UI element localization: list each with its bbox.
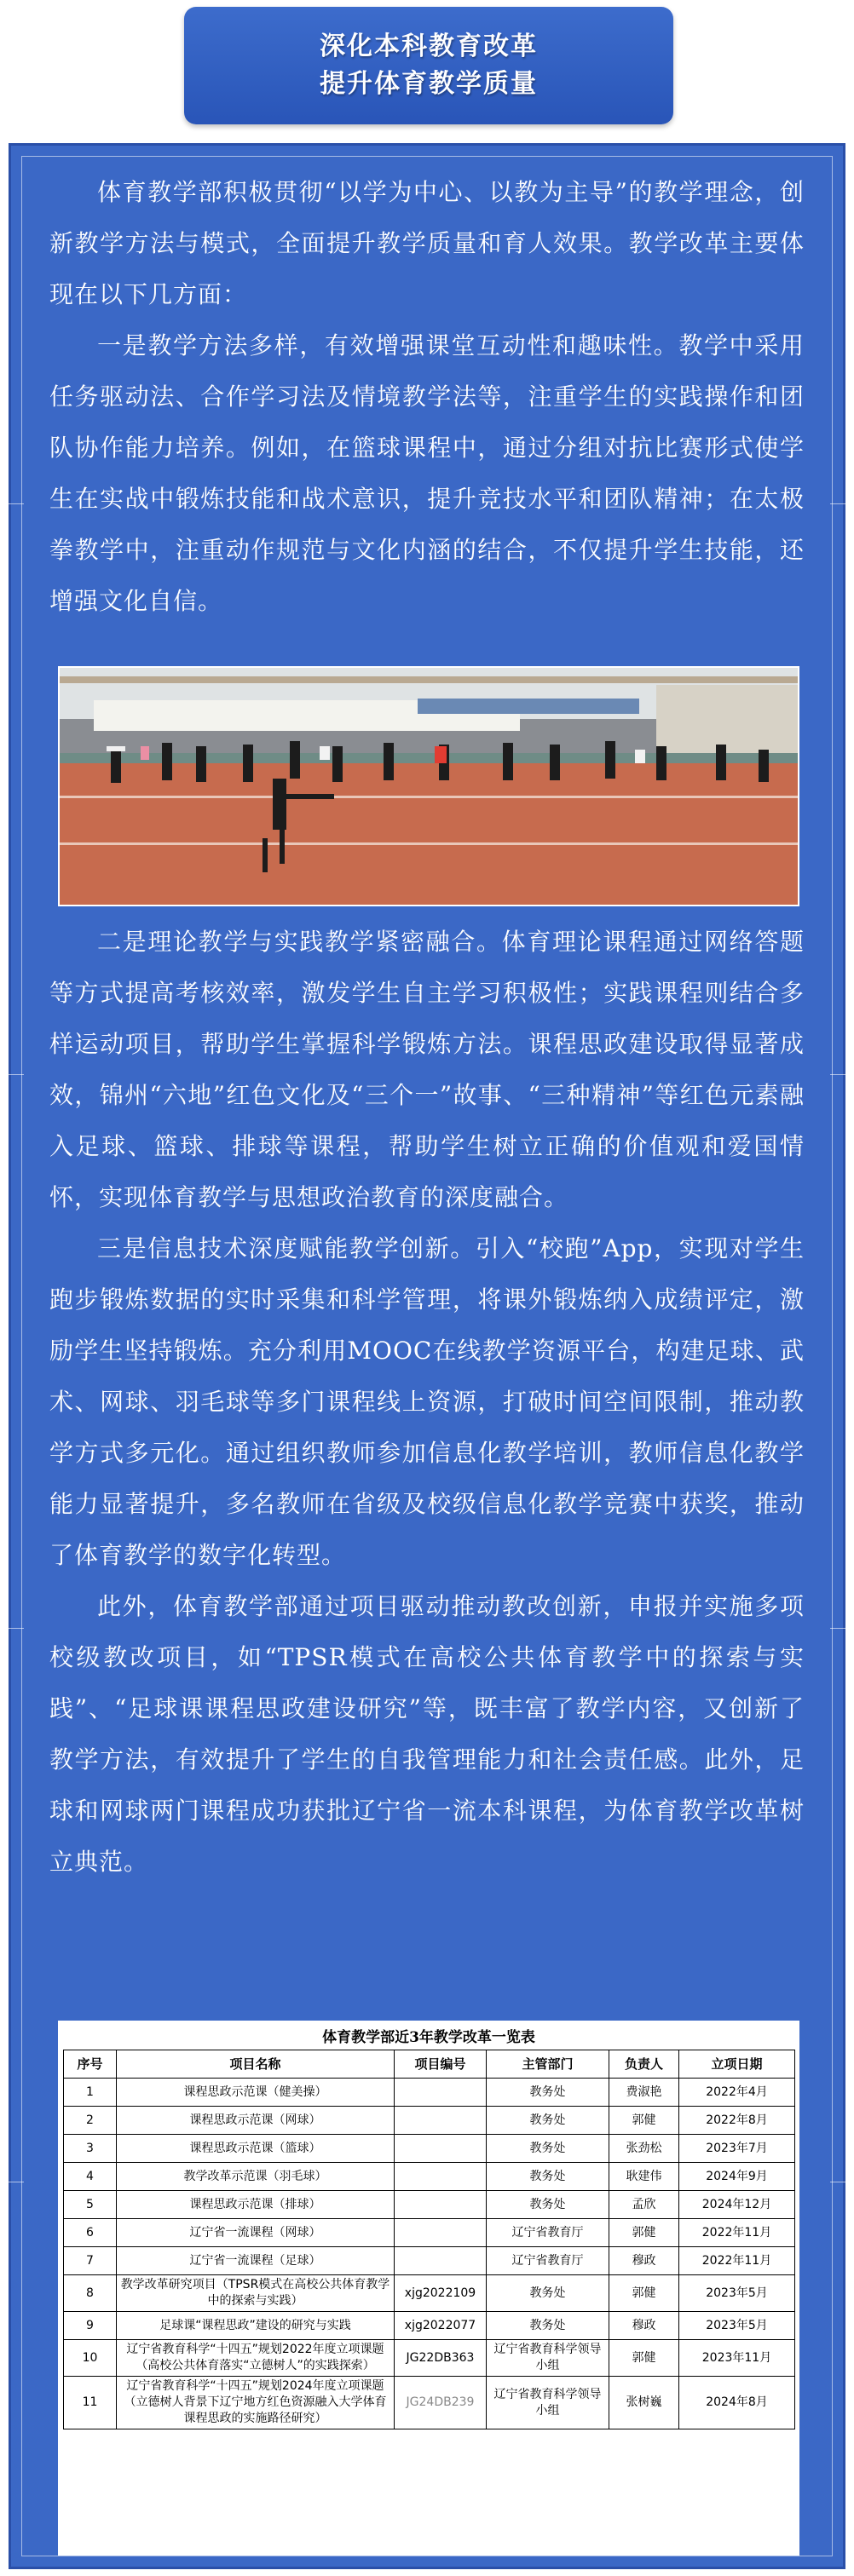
table-header-row [64, 2050, 795, 2079]
cell-project-name: 课程思政示范课（健美操） [117, 2079, 395, 2107]
edge-tick [830, 1074, 845, 1075]
header-project-name: 项目名称 [117, 2050, 395, 2079]
cell-project-code [395, 2247, 487, 2275]
cell-index: 11 [64, 2377, 117, 2429]
header-department: 主管部门 [487, 2050, 609, 2079]
edge-tick [830, 1628, 845, 1629]
title-banner [184, 7, 673, 124]
edge-tick [830, 503, 845, 504]
cell-project-code [395, 2107, 487, 2135]
cell-department: 辽宁省教育科学领导小组 [487, 2377, 609, 2429]
cell-index: 3 [64, 2135, 117, 2163]
cell-project-code [395, 2219, 487, 2247]
cell-project-code [395, 2135, 487, 2163]
cell-project-name: 课程思政示范课（排球） [117, 2191, 395, 2219]
cell-project-code [395, 2079, 487, 2107]
cell-date: 2023年5月 [679, 2312, 795, 2340]
cell-index: 10 [64, 2340, 117, 2377]
cell-date: 2022年8月 [679, 2107, 795, 2135]
cell-project-code: JG22DB363 [395, 2340, 487, 2377]
cell-lead: 费淑艳 [609, 2079, 679, 2107]
cell-project-code: JG24DB239 [395, 2377, 487, 2429]
table-row [64, 2163, 795, 2191]
cell-project-name: 教学改革示范课（羽毛球） [117, 2163, 395, 2191]
cell-lead: 穆政 [609, 2247, 679, 2275]
cell-index: 6 [64, 2219, 117, 2247]
cell-project-name: 教学改革研究项目（TPSR模式在高校公共体育教学中的探索与实践） [117, 2275, 395, 2312]
cell-project-name: 辽宁省一流课程（足球） [117, 2247, 395, 2275]
cell-project-code [395, 2163, 487, 2191]
taichi-class-photo [58, 666, 799, 906]
cell-department: 教务处 [487, 2191, 609, 2219]
cell-lead: 孟欣 [609, 2191, 679, 2219]
reform-table-container [58, 2021, 799, 2556]
header-lead: 负责人 [609, 2050, 679, 2079]
cell-lead: 郭健 [609, 2107, 679, 2135]
header-index: 序号 [64, 2050, 117, 2079]
cell-department: 教务处 [487, 2135, 609, 2163]
paragraph-intro: 体育教学部积极贯彻“以学为中心、以教为主导”的教学理念，创新教学方法与模式，全面提升教学质量和育人效果。教学改革主要体现在以下几方面： [49, 178, 805, 308]
cell-index: 8 [64, 2275, 117, 2312]
title-line-2: 提升体育教学质量 [320, 69, 538, 99]
cell-date: 2024年12月 [679, 2191, 795, 2219]
cell-lead: 郭健 [609, 2340, 679, 2377]
table-caption: 体育教学部近3年教学改革一览表 [322, 2029, 535, 2046]
cell-project-name: 辽宁省教育科学“十四五”规划2022年度立项课题（高校公共体育落实“立德树人”的实践探索） [117, 2340, 395, 2377]
cell-index: 2 [64, 2107, 117, 2135]
table-row [64, 2107, 795, 2135]
paragraph-methods: 一是教学方法多样，有效增强课堂互动性和趣味性。教学中采用任务驱动法、合作学习法及情境教学法等，注重学生的实践操作和团队协作能力培养。例如，在篮球课程中，通过分组对抗比赛形式使学生在实战中锻炼技能和战术意识，提升竞技水平和团队精神；在太极拳教学中，注重动作规范与文化内涵的结合，不仅提升学生技能，还增强文化自信。 [49, 331, 805, 615]
body-text [49, 917, 805, 1888]
cell-project-code: xjg2022077 [395, 2312, 487, 2340]
cell-lead: 张树巍 [609, 2377, 679, 2429]
cell-project-name: 课程思政示范课（网球） [117, 2107, 395, 2135]
table-row [64, 2135, 795, 2163]
cell-department: 教务处 [487, 2312, 609, 2340]
edge-tick [9, 1628, 24, 1629]
paragraph-projects: 此外，体育教学部通过项目驱动推动教改创新，申报并实施多项校级教改项目，如“TPSR模式在高校公共体育教学中的探索与实践”、“足球课课程思政建设研究”等，既丰富了教学内容，又创新了教学方法，有效提升了学生的自我管理能力和社会责任感。此外，足球和网球两门课程成功获批辽宁省一流本科课程，为体育教学改革树立典范。 [49, 1592, 805, 1876]
cell-index: 5 [64, 2191, 117, 2219]
cell-project-name: 辽宁省一流课程（网球） [117, 2219, 395, 2247]
cell-date: 2022年11月 [679, 2219, 795, 2247]
table-row [64, 2191, 795, 2219]
paragraph-theory-practice: 二是理论教学与实践教学紧密融合。体育理论课程通过网络答题等方式提高考核效率，激发学生自主学习积极性；实践课程则结合多样运动项目，帮助学生掌握科学锻炼方法。课程思政建设取得显著成效，锦州“六地”红色文化及“三个一”故事、“三种精神”等红色元素融入足球、篮球、排球等课程，帮助学生树立正确的价值观和爱国情怀，实现体育教学与思想政治教育的深度融合。 [49, 928, 805, 1211]
cell-project-code [395, 2191, 487, 2219]
cell-index: 9 [64, 2312, 117, 2340]
cell-project-name: 辽宁省教育科学“十四五”规划2024年度立项课题（立德树人背景下辽宁地方红色资源融入大学体育课程思政的实施路径研究） [117, 2377, 395, 2429]
table-row [64, 2275, 795, 2312]
cell-project-name: 课程思政示范课（篮球） [117, 2135, 395, 2163]
title-line-1: 深化本科教育改革 [320, 32, 538, 61]
cell-department: 辽宁省教育厅 [487, 2219, 609, 2247]
cell-index: 4 [64, 2163, 117, 2191]
reform-table [63, 2050, 795, 2429]
table-row [64, 2247, 795, 2275]
cell-index: 1 [64, 2079, 117, 2107]
cell-department: 辽宁省教育厅 [487, 2247, 609, 2275]
edge-tick [9, 1074, 24, 1075]
cell-project-code: xjg2022109 [395, 2275, 487, 2312]
intro-text [49, 167, 805, 627]
header-project-code: 项目编号 [395, 2050, 487, 2079]
paragraph-it-innovation: 三是信息技术深度赋能教学创新。引入“校跑”App，实现对学生跑步锻炼数据的实时采集和科学管理，将课外锻炼纳入成绩评定，激励学生坚持锻炼。充分利用MOOC在线教学资源平台，构建足球、武术、网球、羽毛球等多门课程线上资源，打破时间空间限制，推动教学方式多元化。通过组织教师参加信息化教学培训，教师信息化教学能力显著提升，多名教师在省级及校级信息化教学竞赛中获奖，推动了体育教学的数字化转型。 [49, 1234, 805, 1569]
table-row [64, 2079, 795, 2107]
header-date: 立项日期 [679, 2050, 795, 2079]
cell-department: 教务处 [487, 2163, 609, 2191]
cell-index: 7 [64, 2247, 117, 2275]
cell-lead: 穆政 [609, 2312, 679, 2340]
cell-date: 2023年5月 [679, 2275, 795, 2312]
table-row [64, 2219, 795, 2247]
cell-lead: 郭健 [609, 2219, 679, 2247]
cell-date: 2023年7月 [679, 2135, 795, 2163]
cell-project-name: 足球课“课程思政”建设的研究与实践 [117, 2312, 395, 2340]
cell-lead: 张劲松 [609, 2135, 679, 2163]
cell-department: 辽宁省教育科学领导小组 [487, 2340, 609, 2377]
cell-department: 教务处 [487, 2275, 609, 2312]
cell-date: 2022年4月 [679, 2079, 795, 2107]
cell-date: 2024年8月 [679, 2377, 795, 2429]
table-row [64, 2340, 795, 2377]
cell-department: 教务处 [487, 2079, 609, 2107]
table-row [64, 2377, 795, 2429]
cell-date: 2023年11月 [679, 2340, 795, 2377]
table-row [64, 2312, 795, 2340]
cell-lead: 耿建伟 [609, 2163, 679, 2191]
edge-tick [9, 503, 24, 504]
cell-date: 2022年11月 [679, 2247, 795, 2275]
cell-date: 2024年9月 [679, 2163, 795, 2191]
cell-department: 教务处 [487, 2107, 609, 2135]
cell-lead: 郭健 [609, 2275, 679, 2312]
